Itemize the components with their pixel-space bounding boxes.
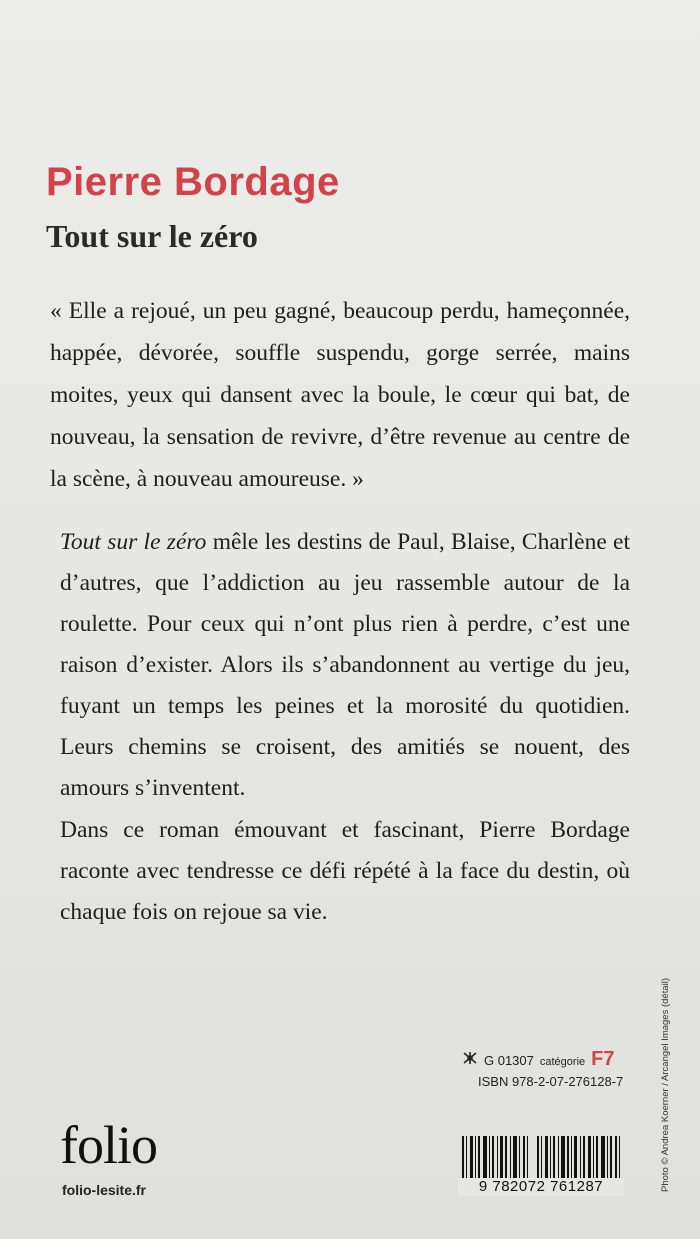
summary-title-italic: Tout sur le zéro	[60, 529, 207, 555]
barcode-number: 9 782072 761287	[458, 1178, 624, 1196]
folio-emblem-icon	[462, 1051, 478, 1065]
book-title: Tout sur le zéro	[46, 218, 258, 254]
author-name: Pierre Bordage	[46, 160, 340, 204]
catalog-code: G 01307	[484, 1053, 534, 1068]
summary-paragraph	[60, 522, 630, 809]
category-label: catégorie	[539, 1056, 586, 1068]
publisher-website: folio-lesite.fr	[62, 1182, 147, 1198]
excerpt-quote: « Elle a rejoué, un peu gagné, beaucoup perdu, hameçonnée, happée, dévorée, souffle suspendu, gorge serrée, mains moites, yeux qui dansent avec la boule, le cœur qui bat, de nouveau, la sensation de revivre, d’être revenue au centre de la scène, à nouveau amoureuse. »	[50, 298, 630, 492]
catalog-code-line	[462, 1048, 614, 1071]
summary-paragraph-2: Dans ce roman émouvant et fascinant, Pierre Bordage raconte avec tendresse ce défi répété à la face du destin, où chaque fois on rejoue sa vie.	[60, 817, 630, 925]
photo-credit: Photo © Andrea Koerner / Arcangel Images (détail)	[660, 977, 671, 1192]
category-badge: F7	[591, 1048, 615, 1070]
isbn: ISBN 978-2-07-276128-7	[478, 1074, 624, 1089]
summary-text: mêle les destins de Paul, Blaise, Charlène et d’autres, que l’addiction au jeu rassemble autour de la roulette. Pour ceux qui n’ont plus rien à perdre, c’est une raison d’exister. Alors ils s’abandonnent au vertige du jeu, fuyant un temps les peines et la morosité du quotidien. Leurs chemins se croisent, des amitiés se nouent, des amours s’inventent.	[60, 529, 630, 801]
publisher-logo: folio	[60, 1115, 157, 1175]
